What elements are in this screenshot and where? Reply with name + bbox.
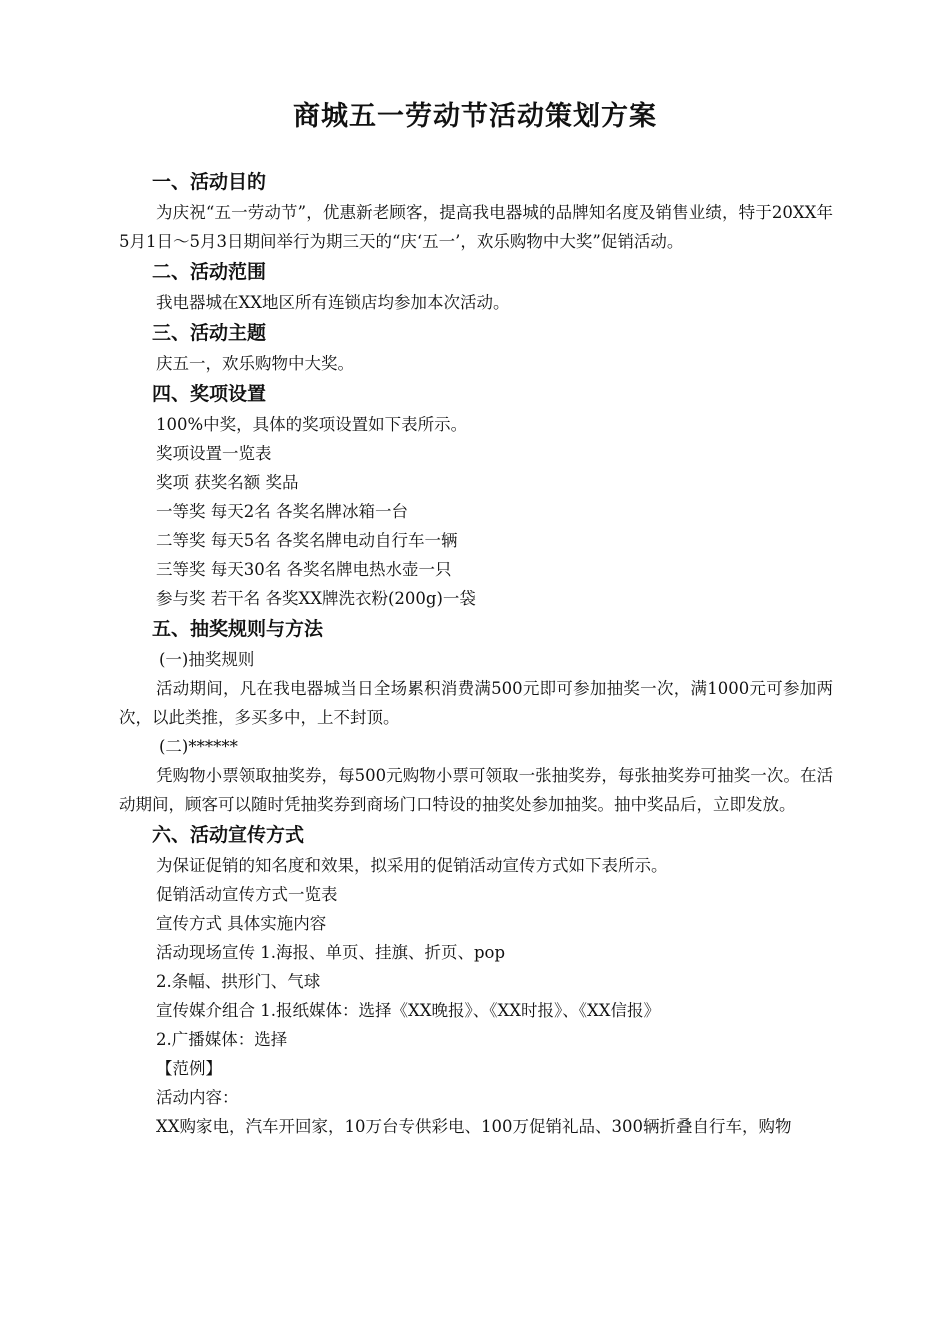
- paragraph-scope: 我电器城在XX地区所有连锁店均参加本次活动。: [156, 293, 510, 312]
- promotion-line: 宣传媒介组合 1.报纸媒体：选择《XX晚报》、《XX时报》、《XX信报》: [156, 1001, 660, 1020]
- prize-row: 一等奖 每天2名 各奖名牌冰箱一台: [156, 502, 408, 521]
- section-heading-promotion: 六、活动宣传方式: [152, 824, 305, 846]
- section-heading-scope: 二、活动范围: [152, 261, 267, 283]
- paragraph-promotion-closing: XX购家电，汽车开回家，10万台专供彩电、100万促销礼品、300辆折叠自行车，购物: [156, 1117, 792, 1136]
- rules-subtitle-2: (二)******: [159, 737, 238, 756]
- paragraph-purpose: 为庆祝“五一劳动节”，优惠新老顾客，提高我电器城的品牌知名度及销售业绩，特于20XX年5月1日～5月3日期间举行为期三天的“庆‘五一’，欢乐购物中大奖”促销活动。: [119, 203, 833, 251]
- prize-row: 二等奖 每天5名 各奖名牌电动自行车一辆: [156, 531, 458, 550]
- section-heading-purpose: 一、活动目的: [152, 171, 267, 193]
- paragraph-theme: 庆五一，欢乐购物中大奖。: [156, 354, 354, 373]
- promotion-line: 2.条幅、拱形门、气球: [156, 972, 321, 991]
- promotion-table-header: 宣传方式 具体实施内容: [156, 914, 327, 933]
- prizes-intro: 100%中奖，具体的奖项设置如下表所示。: [156, 415, 468, 434]
- promotion-line: 2.广播媒体：选择: [156, 1030, 288, 1049]
- prize-table-header: 奖项 获奖名额 奖品: [156, 473, 299, 492]
- document-title: 商城五一劳动节活动策划方案: [293, 101, 657, 132]
- prize-row: 三等奖 每天30名 各奖名牌电热水壶一只: [156, 560, 452, 579]
- prize-row: 参与奖 若干名 各奖XX牌洗衣粉(200g)一袋: [156, 589, 476, 608]
- prize-table-title: 奖项设置一览表: [156, 444, 272, 463]
- paragraph-rules-1: 活动期间，凡在我电器城当日全场累积消费满500元即可参加抽奖一次，满1000元可参加两次，以此类推，多买多中，上不封顶。: [119, 679, 833, 727]
- promotion-line: 活动内容：: [156, 1088, 239, 1107]
- section-heading-theme: 三、活动主题: [152, 322, 267, 344]
- promotion-intro: 为保证促销的知名度和效果，拟采用的促销活动宣传方式如下表所示。: [156, 856, 668, 875]
- rules-subtitle-1: (一)抽奖规则: [159, 650, 255, 669]
- section-heading-prizes: 四、奖项设置: [152, 383, 267, 405]
- section-heading-rules: 五、抽奖规则与方法: [152, 618, 324, 640]
- promotion-table-title: 促销活动宣传方式一览表: [156, 885, 338, 904]
- promotion-line: 活动现场宣传 1.海报、单页、挂旗、折页、pop: [156, 943, 506, 962]
- document-body: [119, 166, 833, 1141]
- paragraph-rules-2: 凭购物小票领取抽奖券，每500元购物小票可领取一张抽奖券，每张抽奖券可抽奖一次。在活动期间，顾客可以随时凭抽奖券到商场门口特设的抽奖处参加抽奖。抽中奖品后，立即发放。: [119, 766, 833, 814]
- promotion-line: 【范例】: [156, 1059, 222, 1078]
